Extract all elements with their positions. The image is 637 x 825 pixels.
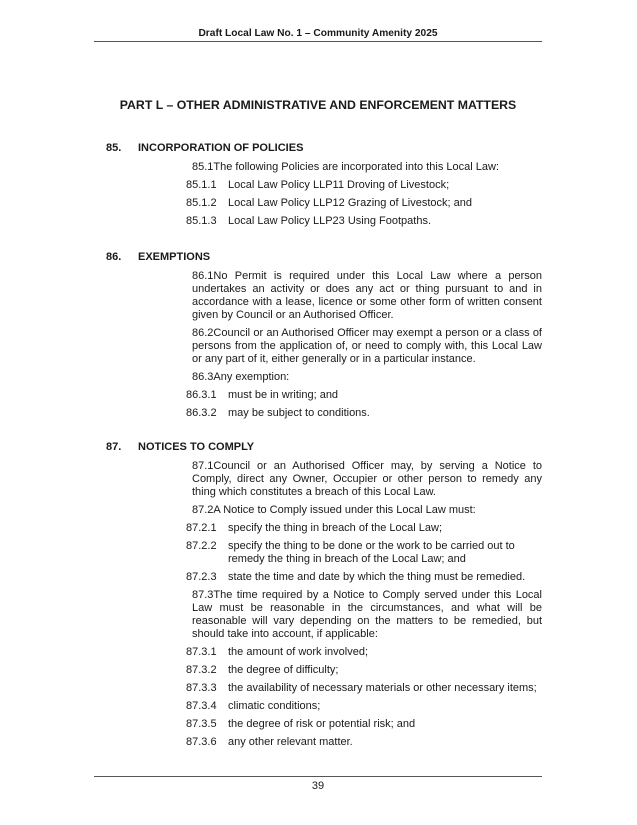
section-title: INCORPORATION OF POLICIES	[138, 142, 304, 154]
subclause-number: 85.1.1	[186, 179, 217, 191]
subclause-number: 87.2.3	[186, 571, 217, 583]
subclause-number: 87.3.4	[186, 700, 217, 712]
header-divider	[94, 41, 542, 42]
section-heading	[94, 251, 542, 267]
subclause-number: 86.3.1	[186, 389, 217, 401]
subclause-87-3-1	[186, 646, 542, 659]
part-title: PART L – OTHER ADMINISTRATIVE AND ENFORCEMENT MATTERS	[119, 98, 517, 112]
subclause-number: 87.3.2	[186, 664, 217, 676]
subclause-87-2-2	[186, 540, 542, 566]
section-title: NOTICES TO COMPLY	[138, 441, 255, 453]
subclause-number: 87.3.1	[186, 646, 217, 658]
subclause-text: climatic conditions;	[228, 700, 321, 712]
subclause-87-3-6	[186, 736, 542, 749]
clause-86-1	[149, 270, 542, 322]
clause-number: 86.3	[192, 371, 214, 383]
subclause-85-1-1	[186, 179, 542, 192]
section-title: EXEMPTIONS	[138, 251, 211, 263]
subclause-text: the availability of necessary materials or other necessary items;	[228, 682, 537, 694]
subclause-number: 85.1.2	[186, 197, 217, 209]
clause-number: 85.1	[192, 161, 214, 173]
subclause-text: the amount of work involved;	[228, 646, 369, 658]
subclause-85-1-2	[186, 197, 542, 210]
clause-number: 87.2	[192, 504, 214, 516]
section-85	[94, 142, 542, 233]
subclause-87-3-4	[186, 700, 542, 713]
subclause-87-2-1	[186, 522, 542, 535]
subclause-87-2-3	[186, 571, 542, 584]
subclause-text: specify the thing in breach of the Local Law;	[228, 522, 443, 534]
subclause-number: 86.3.2	[186, 407, 217, 419]
clause-text: No Permit is required under this Local Law where a person undertakes an activity or does any act or thing pursuant to and in accordance with a lease, licence or some other form of written consent given by Council or an Authorised Officer.	[192, 270, 542, 321]
subclause-text: may be subject to conditions.	[228, 407, 370, 419]
subclause-text: specify the thing to be done or the work to be carried out to remedy the thing in breach of the Local Law; and	[228, 540, 515, 565]
subclause-86-3-1	[186, 389, 542, 402]
clause-number: 86.1	[192, 270, 214, 282]
section-number: 87.	[106, 441, 122, 453]
subclause-number: 87.3.6	[186, 736, 217, 748]
page-number: 39	[311, 780, 325, 792]
subclause-85-1-3	[186, 215, 542, 228]
clause-86-3	[149, 371, 542, 384]
clause-text: Any exemption:	[213, 371, 290, 383]
section-heading	[94, 441, 542, 457]
subclause-number: 87.2.2	[186, 540, 217, 552]
clause-87-3	[149, 589, 542, 641]
subclause-text: Local Law Policy LLP11 Droving of Livestock;	[228, 179, 450, 191]
subclause-text: Local Law Policy LLP23 Using Footpaths.	[228, 215, 432, 227]
section-87	[94, 441, 542, 754]
subclause-number: 85.1.3	[186, 215, 217, 227]
subclause-number: 87.3.5	[186, 718, 217, 730]
clause-86-2	[149, 327, 542, 366]
subclause-number: 87.2.1	[186, 522, 217, 534]
section-number: 86.	[106, 251, 122, 263]
clause-number: 86.2	[192, 327, 214, 339]
subclause-87-3-5	[186, 718, 542, 731]
subclause-number: 87.3.3	[186, 682, 217, 694]
clause-text: Council or an Authorised Officer may exempt a person or a class of persons from the application of, or need to comply with, this Local Law or any part of it, either generally or in a particular instance.	[192, 327, 542, 365]
clause-text: A Notice to Comply issued under this Local Law must:	[213, 504, 476, 516]
subclause-text: the degree of risk or potential risk; and	[228, 718, 416, 730]
subclause-text: state the time and date by which the thing must be remedied.	[228, 571, 526, 583]
subclause-text: any other relevant matter.	[228, 736, 353, 748]
subclause-87-3-3	[186, 682, 542, 695]
clause-text: Council or an Authorised Officer may, by serving a Notice to Comply, direct any Owner, Occupier or other person to remedy any thing which constitutes a breach of this Local Law.	[192, 460, 542, 498]
section-heading	[94, 142, 542, 158]
subclause-text: Local Law Policy LLP12 Grazing of Livestock; and	[228, 197, 472, 209]
clause-87-1	[149, 460, 542, 499]
section-86	[94, 251, 542, 425]
footer-divider	[94, 776, 542, 777]
clause-85-1	[149, 161, 542, 174]
subclause-86-3-2	[186, 407, 542, 420]
clause-number: 87.1	[192, 460, 214, 472]
clause-87-2	[149, 504, 542, 517]
subclause-text: must be in writing; and	[228, 389, 339, 401]
subclause-text: the degree of difficulty;	[228, 664, 339, 676]
clause-number: 87.3	[192, 589, 214, 601]
running-header: Draft Local Law No. 1 – Community Amenity 2025	[198, 28, 438, 39]
clause-text: The time required by a Notice to Comply served under this Local Law must be reasonable in the circumstances, and what will be reasonable will vary depending on the matters to be remedied, but should take into account, if applicable:	[192, 589, 542, 640]
subclause-87-3-2	[186, 664, 542, 677]
clause-text: The following Policies are incorporated into this Local Law:	[213, 161, 499, 173]
section-number: 85.	[106, 142, 122, 154]
